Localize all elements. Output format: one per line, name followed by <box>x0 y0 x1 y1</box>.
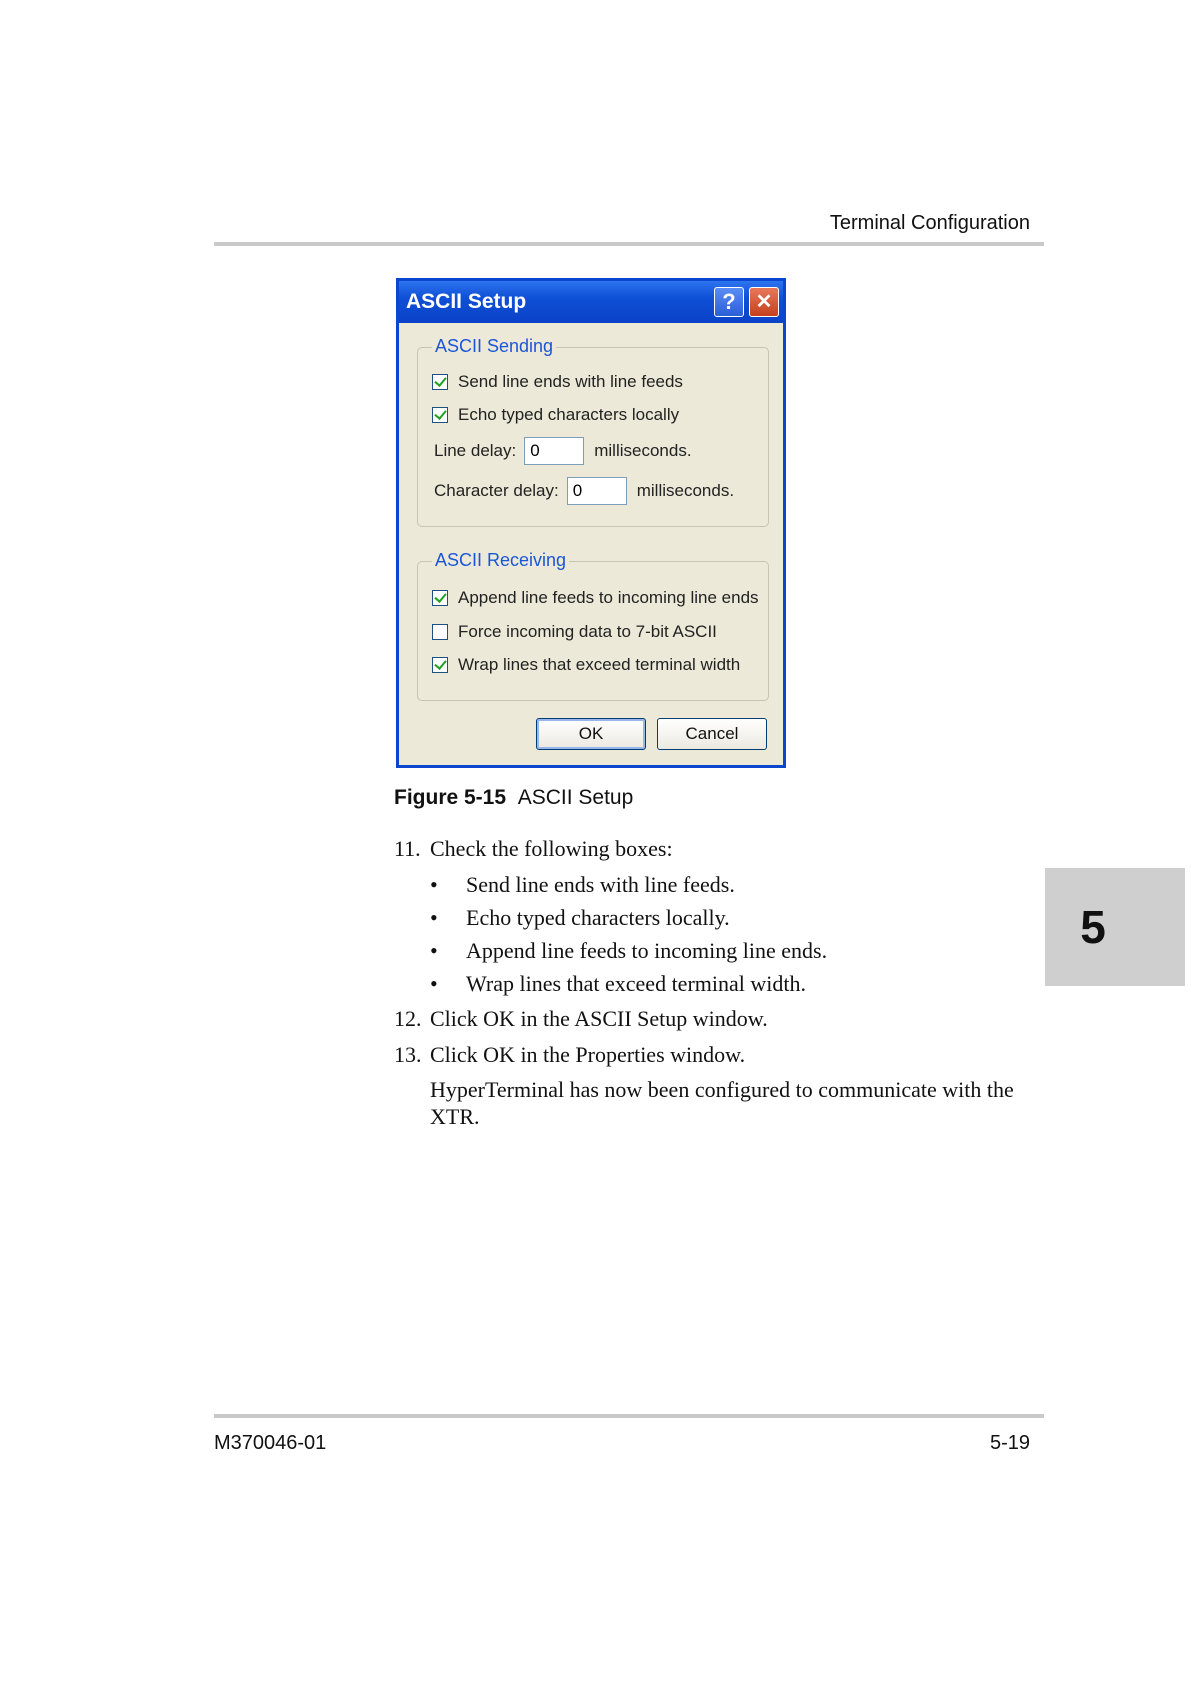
step-text: Check the following boxes: <box>430 836 673 861</box>
figure-caption <box>394 786 633 810</box>
force-7bit-checkbox[interactable] <box>432 624 448 640</box>
send-line-ends-row[interactable] <box>432 372 683 392</box>
help-icon: ? <box>722 289 736 314</box>
step-text: Click OK in the ASCII Setup window. <box>430 1006 768 1031</box>
dialog-title: ASCII Setup <box>406 290 527 313</box>
bullet-text: Append line feeds to incoming line ends. <box>466 938 828 963</box>
figure-title: ASCII Setup <box>517 786 634 809</box>
step-number: 11. <box>394 836 421 861</box>
ascii-sending-legend: ASCII Sending <box>432 336 556 357</box>
dialog-titlebar <box>399 281 783 323</box>
char-delay-label: Character delay: <box>434 481 559 500</box>
line-delay-input[interactable] <box>524 437 584 465</box>
step-text: Click OK in the Properties window. <box>430 1042 746 1067</box>
bullet-marker: • <box>430 971 438 996</box>
step-number: 12. <box>394 1006 422 1031</box>
send-line-ends-checkbox[interactable] <box>432 374 448 390</box>
bullet-marker: • <box>430 905 438 930</box>
wrap-lines-label: Wrap lines that exceed terminal width <box>458 655 741 674</box>
line-delay-label: Line delay: <box>434 441 517 460</box>
force-7bit-row[interactable] <box>432 622 717 642</box>
bullet-text: Wrap lines that exceed terminal width. <box>466 971 806 996</box>
echo-typed-row[interactable] <box>432 405 679 425</box>
step-number: 13. <box>394 1042 422 1067</box>
help-button[interactable] <box>714 287 744 317</box>
bullet-marker: • <box>430 872 438 897</box>
conclusion-line: XTR. <box>430 1104 480 1129</box>
append-line-feeds-row[interactable] <box>432 588 759 608</box>
ascii-receiving-legend: ASCII Receiving <box>432 550 569 571</box>
close-button[interactable] <box>749 287 779 317</box>
line-delay-row <box>434 437 692 465</box>
chapter-tab <box>1045 868 1185 986</box>
ascii-receiving-group <box>417 550 769 701</box>
wrap-lines-row[interactable] <box>432 655 740 675</box>
document-number: M370046-01 <box>214 1432 327 1454</box>
char-delay-input[interactable] <box>567 477 627 505</box>
bullet-text: Send line ends with line feeds. <box>466 872 735 897</box>
chapter-number: 5 <box>1080 901 1106 953</box>
char-delay-row <box>434 477 734 505</box>
header-rule <box>214 242 1044 246</box>
footer-rule <box>214 1414 1044 1418</box>
page-number: 5-19 <box>989 1432 1030 1454</box>
echo-typed-label: Echo typed characters locally <box>458 405 680 424</box>
cancel-button[interactable]: Cancel <box>657 718 767 750</box>
force-7bit-label: Force incoming data to 7-bit ASCII <box>458 622 717 641</box>
conclusion-line: HyperTerminal has now been configured to communicate with the <box>430 1077 1014 1102</box>
echo-typed-checkbox[interactable] <box>432 407 448 423</box>
ok-button[interactable]: OK <box>536 718 646 750</box>
bullet-text: Echo typed characters locally. <box>466 905 730 930</box>
char-delay-unit: milliseconds. <box>636 481 735 500</box>
send-line-ends-label: Send line ends with line feeds <box>458 372 683 391</box>
close-icon: ✕ <box>755 291 773 313</box>
append-line-feeds-label: Append line feeds to incoming line ends <box>458 588 759 607</box>
wrap-lines-checkbox[interactable] <box>432 657 448 673</box>
ascii-sending-group <box>417 336 769 527</box>
figure-number: Figure 5-15 <box>394 786 507 809</box>
line-delay-unit: milliseconds. <box>594 441 692 460</box>
append-line-feeds-checkbox[interactable] <box>432 590 448 606</box>
bullet-marker: • <box>430 938 438 963</box>
ascii-setup-dialog <box>396 278 786 768</box>
running-header: Terminal Configuration <box>829 212 1030 234</box>
